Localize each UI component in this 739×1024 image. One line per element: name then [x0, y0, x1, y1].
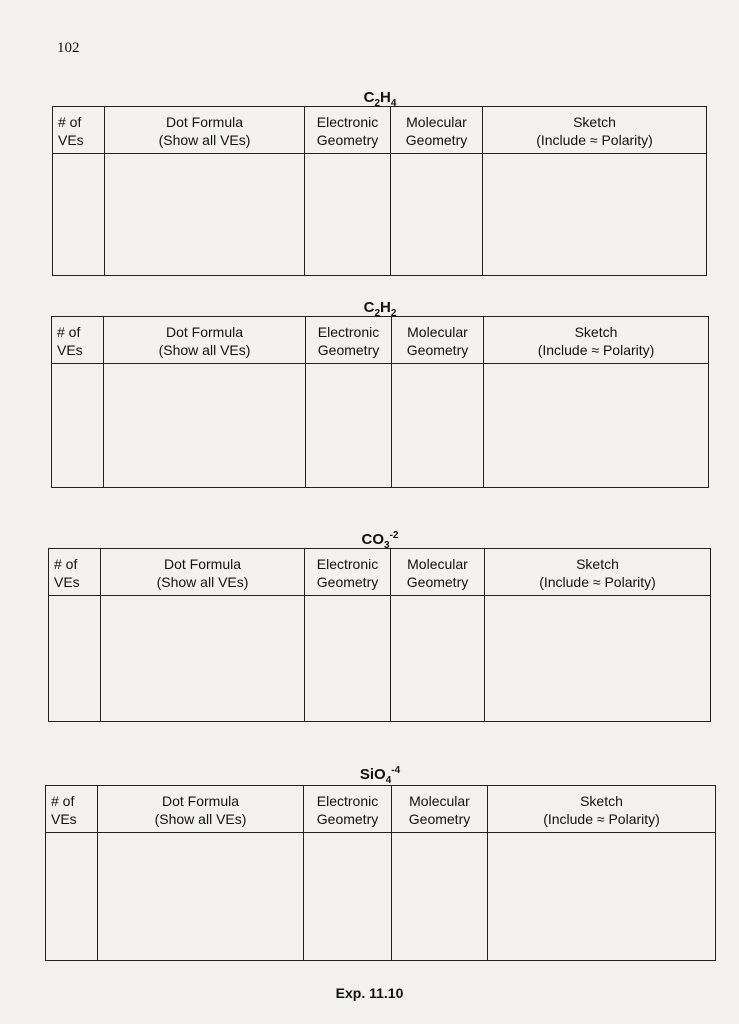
worksheet-table-sio4	[45, 785, 716, 961]
cell-dot-formula[interactable]	[105, 154, 305, 276]
formula-title-sio4: SiO$_4^{-4}$	[359, 765, 401, 786]
header-dot-formula: Dot Formula (Show all VEs)	[104, 317, 306, 364]
page-number: 102	[57, 40, 80, 56]
header-molecular-geometry: Molecular Geometry	[392, 317, 484, 364]
cell-molecular-geometry[interactable]	[392, 364, 484, 488]
header-sketch: Sketch (Include ≈ Polarity)	[485, 549, 711, 596]
cell-molecular-geometry[interactable]	[391, 154, 483, 276]
header-sketch: Sketch (Include ≈ Polarity)	[484, 317, 709, 364]
cell-dot-formula[interactable]	[101, 596, 305, 722]
cell-num-ves[interactable]	[49, 596, 101, 722]
header-electronic-geometry: Electronic Geometry	[306, 317, 392, 364]
header-num-ves: # of VEs	[53, 107, 105, 154]
header-num-ves: # of VEs	[49, 549, 101, 596]
cell-molecular-geometry[interactable]	[392, 833, 488, 961]
header-num-ves: # of VEs	[46, 786, 98, 833]
header-molecular-geometry: Molecular Geometry	[391, 107, 483, 154]
cell-sketch[interactable]	[485, 596, 711, 722]
formula-title-co3: $CO_3^{-2}$	[361, 530, 399, 551]
cell-num-ves[interactable]	[46, 833, 98, 961]
header-electronic-geometry: Electronic Geometry	[305, 549, 391, 596]
formula-title-c2h2: $C_2H_2$	[363, 299, 397, 319]
cell-num-ves[interactable]	[53, 154, 105, 276]
cell-electronic-geometry[interactable]	[304, 833, 392, 961]
cell-sketch[interactable]	[484, 364, 709, 488]
cell-num-ves[interactable]	[52, 364, 104, 488]
footer-experiment-label: Exp. 11.10	[335, 985, 404, 1001]
cell-electronic-geometry[interactable]	[306, 364, 392, 488]
cell-sketch[interactable]	[483, 154, 707, 276]
header-sketch: Sketch (Include ≈ Polarity)	[483, 107, 707, 154]
worksheet-table-c2h2	[51, 316, 709, 488]
worksheet-table-co3	[48, 548, 711, 722]
header-dot-formula: Dot Formula (Show all VEs)	[105, 107, 305, 154]
cell-sketch[interactable]	[488, 833, 716, 961]
cell-electronic-geometry[interactable]	[305, 154, 391, 276]
cell-electronic-geometry[interactable]	[305, 596, 391, 722]
header-electronic-geometry: Electronic Geometry	[304, 786, 392, 833]
worksheet-table-c2h4	[52, 106, 707, 276]
formula-title-c2h4: $C_2H_4$	[363, 89, 397, 109]
header-num-ves: # of VEs	[52, 317, 104, 364]
header-molecular-geometry: Molecular Geometry	[392, 786, 488, 833]
cell-dot-formula[interactable]	[98, 833, 304, 961]
header-dot-formula: Dot Formula (Show all VEs)	[101, 549, 305, 596]
cell-molecular-geometry[interactable]	[391, 596, 485, 722]
header-sketch: Sketch (Include ≈ Polarity)	[488, 786, 716, 833]
header-molecular-geometry: Molecular Geometry	[391, 549, 485, 596]
header-electronic-geometry: Electronic Geometry	[305, 107, 391, 154]
cell-dot-formula[interactable]	[104, 364, 306, 488]
header-dot-formula: Dot Formula (Show all VEs)	[98, 786, 304, 833]
